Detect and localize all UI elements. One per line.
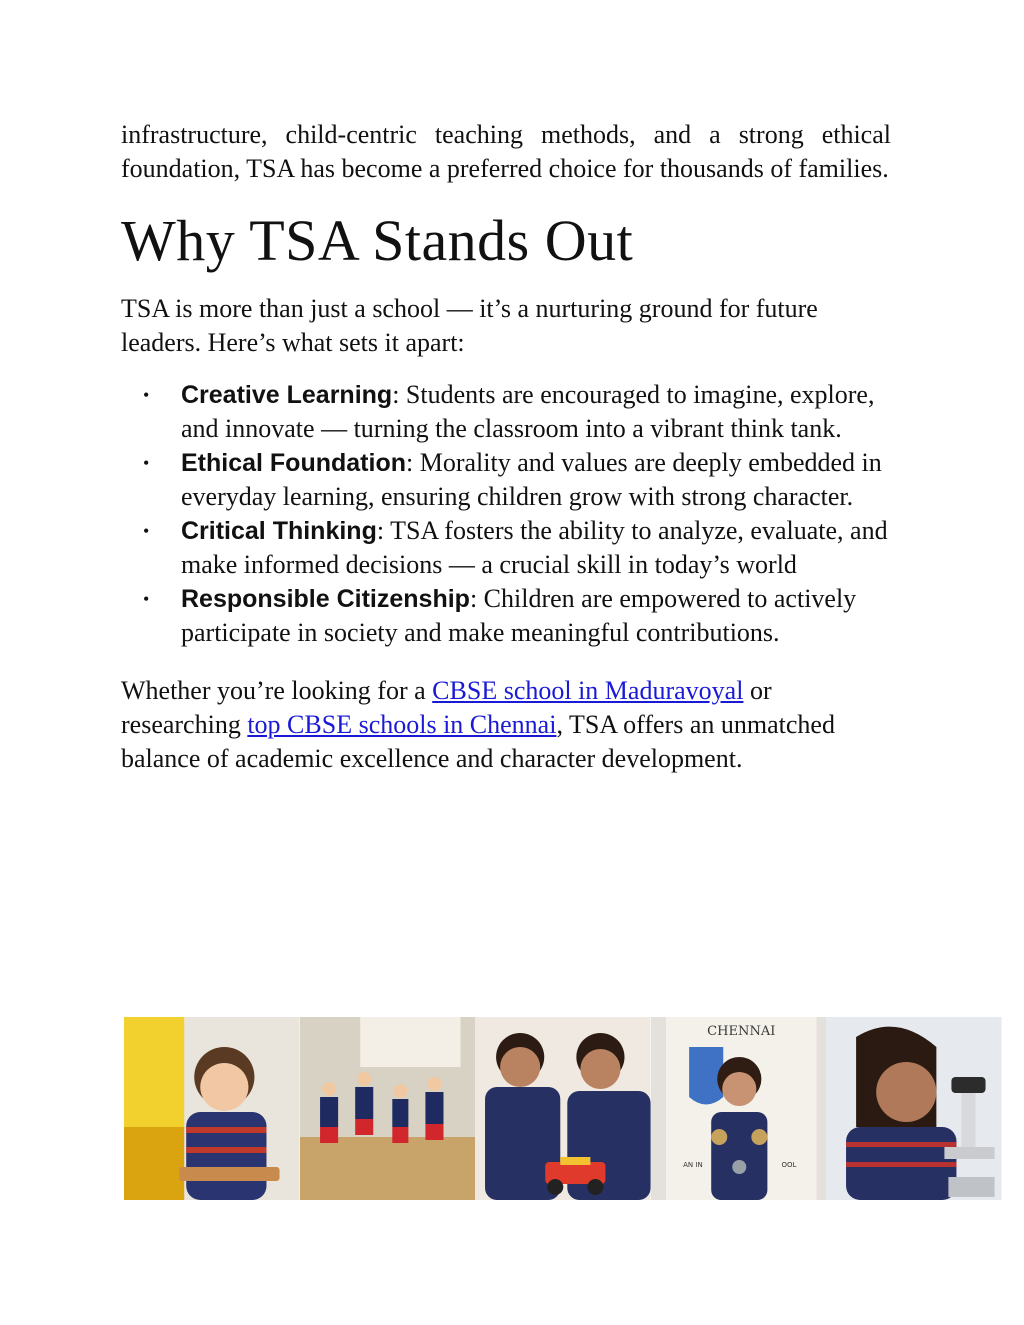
closing-text-middle: or researching bbox=[121, 676, 772, 739]
list-item bbox=[121, 378, 891, 446]
list-item bbox=[121, 514, 891, 582]
closing-text-end: , TSA offers an unmatched balance of academic excellence and character development. bbox=[121, 710, 835, 773]
photo-girl-medals bbox=[651, 1017, 827, 1200]
feature-text: : Morality and values are deeply embedded in everyday learning, ensuring children grow with strong character. bbox=[181, 448, 882, 511]
list-item bbox=[121, 446, 891, 514]
banner-bottom-text-2: OOL bbox=[781, 1160, 797, 1169]
bullet-icon: • bbox=[143, 385, 150, 405]
lead-paragraph: TSA is more than just a school — it’s a nurturing ground for future leaders. Here’s what sets it apart: bbox=[121, 294, 818, 357]
feature-term: Creative Learning bbox=[181, 381, 393, 409]
bullet-icon: • bbox=[143, 521, 150, 541]
bullet-icon: • bbox=[143, 453, 150, 473]
list-item bbox=[121, 582, 891, 650]
feature-text: : Students are encouraged to imagine, explore, and innovate — turning the classroom into a vibrant think tank. bbox=[181, 380, 875, 443]
feature-term: Critical Thinking bbox=[181, 517, 377, 545]
closing-text-start: Whether you’re looking for a bbox=[121, 676, 433, 705]
feature-list bbox=[121, 378, 891, 650]
photo-robotics bbox=[475, 1017, 651, 1200]
photo-collage bbox=[124, 1017, 1002, 1200]
banner-text: CHENNAI bbox=[706, 1024, 776, 1039]
banner-bottom-text: AN IN bbox=[682, 1160, 703, 1169]
document-body bbox=[121, 118, 891, 776]
feature-text: : Children are empowered to actively participate in society and make meaningful contributions. bbox=[181, 584, 857, 647]
photo-microscope bbox=[826, 1017, 1002, 1200]
intro-paragraph: infrastructure, child-centric teaching methods, and a strong ethical foundation, TSA has become a preferred choice for thousands of families. bbox=[121, 120, 891, 183]
top-cbse-schools-chennai-link[interactable]: top CBSE schools in Chennai bbox=[247, 710, 557, 739]
feature-term: Ethical Foundation bbox=[181, 449, 406, 477]
feature-term: Responsible Citizenship bbox=[181, 585, 470, 613]
feature-text: : TSA fosters the ability to analyze, evaluate, and make informed decisions — a crucial skill in today’s world bbox=[181, 516, 888, 579]
cbse-school-maduravoyal-link[interactable]: CBSE school in Maduravoyal bbox=[432, 676, 744, 705]
photo-girl-reading bbox=[124, 1017, 300, 1200]
closing-paragraph bbox=[121, 674, 891, 776]
photo-kids-dancing bbox=[300, 1017, 476, 1200]
bullet-icon: • bbox=[143, 589, 150, 609]
section-heading: Why TSA Stands Out bbox=[121, 208, 634, 273]
